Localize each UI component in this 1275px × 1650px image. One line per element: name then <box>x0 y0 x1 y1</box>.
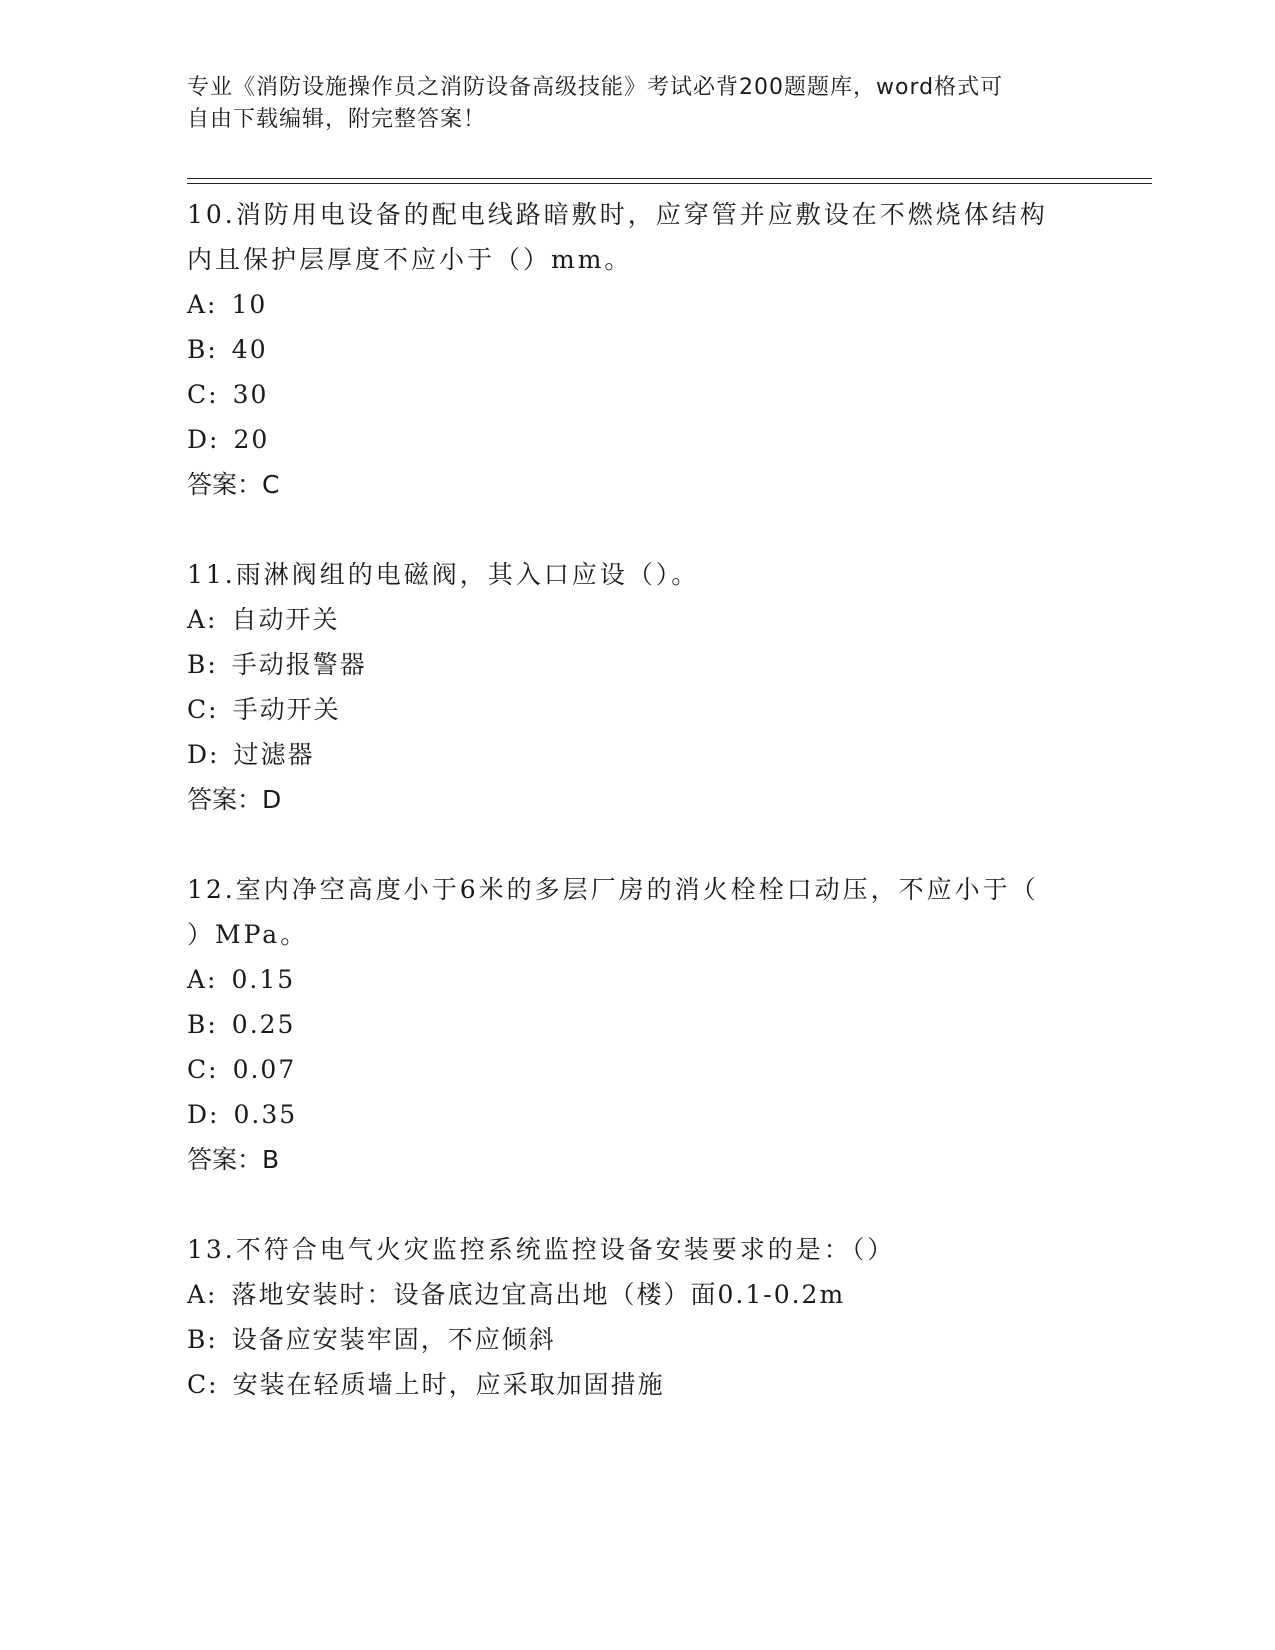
option-letter: A: <box>187 290 218 319</box>
header-line-2: 自由下载编辑，附完整答案！ <box>187 107 487 132</box>
option-value: 0.07 <box>232 1055 297 1084</box>
option-value: 10 <box>231 290 268 319</box>
question-text-line: 内且保护层厚度不应小于（）mm。 <box>187 245 633 274</box>
option-letter: D: <box>187 425 220 454</box>
option-value: 落地安装时：设备底边宜高出地（楼）面0.1-0.2m <box>231 1280 846 1309</box>
option-letter: C: <box>187 1370 219 1399</box>
option-c <box>187 1047 1087 1092</box>
option-a <box>187 1272 1087 1317</box>
question-13 <box>187 1227 1087 1407</box>
question-text-line: 11.雨淋阀组的电磁阀，其入口应设（）。 <box>187 560 700 589</box>
option-letter: C: <box>187 695 219 724</box>
header-line-1: 专业《消防设施操作员之消防设备高级技能》考试必背200题题库，word格式可 <box>187 75 1004 100</box>
option-letter: B: <box>187 1010 218 1039</box>
option-letter: B: <box>187 1325 218 1354</box>
option-letter: A: <box>187 1280 218 1309</box>
question-text-line: ）MPa。 <box>187 920 309 949</box>
answer: 答案：D <box>187 785 282 814</box>
answer: 答案：C <box>187 470 280 499</box>
question-list <box>187 192 1087 1452</box>
option-letter: B: <box>187 335 218 364</box>
option-value: 0.35 <box>233 1100 298 1129</box>
option-d <box>187 732 1087 777</box>
option-letter: B: <box>187 650 218 679</box>
option-letter: C: <box>187 380 219 409</box>
option-value: 40 <box>231 335 268 364</box>
option-value: 安装在轻质墙上时，应采取加固措施 <box>232 1370 665 1399</box>
option-value: 0.25 <box>231 1010 296 1039</box>
question-12 <box>187 867 1087 1182</box>
option-letter: A: <box>187 965 218 994</box>
question-text-line: 13.不符合电气火灾监控系统监控设备安装要求的是：（） <box>187 1235 896 1264</box>
question-text-line: 12.室内净空高度小于6米的多层厂房的消火栓栓口动压，不应小于（ <box>187 875 1039 904</box>
document-header <box>187 72 1067 136</box>
option-value: 手动开关 <box>232 695 341 724</box>
option-letter: C: <box>187 1055 219 1084</box>
option-a <box>187 597 1087 642</box>
option-b <box>187 1317 1087 1362</box>
option-b <box>187 327 1087 372</box>
option-value: 过滤器 <box>233 740 315 769</box>
option-c <box>187 687 1087 732</box>
option-letter: D: <box>187 740 220 769</box>
option-letter: A: <box>187 605 218 634</box>
option-a <box>187 957 1087 1002</box>
question-10 <box>187 192 1087 507</box>
option-letter: D: <box>187 1100 220 1129</box>
question-11 <box>187 552 1087 822</box>
option-value: 20 <box>233 425 270 454</box>
option-value: 30 <box>232 380 269 409</box>
option-d <box>187 1092 1087 1137</box>
header-divider-top <box>187 178 1152 179</box>
option-value: 0.15 <box>231 965 296 994</box>
option-value: 自动开关 <box>231 605 340 634</box>
option-value: 设备应安装牢固，不应倾斜 <box>231 1325 556 1354</box>
option-c <box>187 1362 1087 1407</box>
option-c <box>187 372 1087 417</box>
option-d <box>187 417 1087 462</box>
question-text-line: 10.消防用电设备的配电线路暗敷时，应穿管并应敷设在不燃烧体结构 <box>187 200 1048 229</box>
option-b <box>187 1002 1087 1047</box>
option-a <box>187 282 1087 327</box>
option-value: 手动报警器 <box>231 650 367 679</box>
option-b <box>187 642 1087 687</box>
answer: 答案：B <box>187 1145 280 1174</box>
header-divider-bottom <box>187 183 1152 184</box>
